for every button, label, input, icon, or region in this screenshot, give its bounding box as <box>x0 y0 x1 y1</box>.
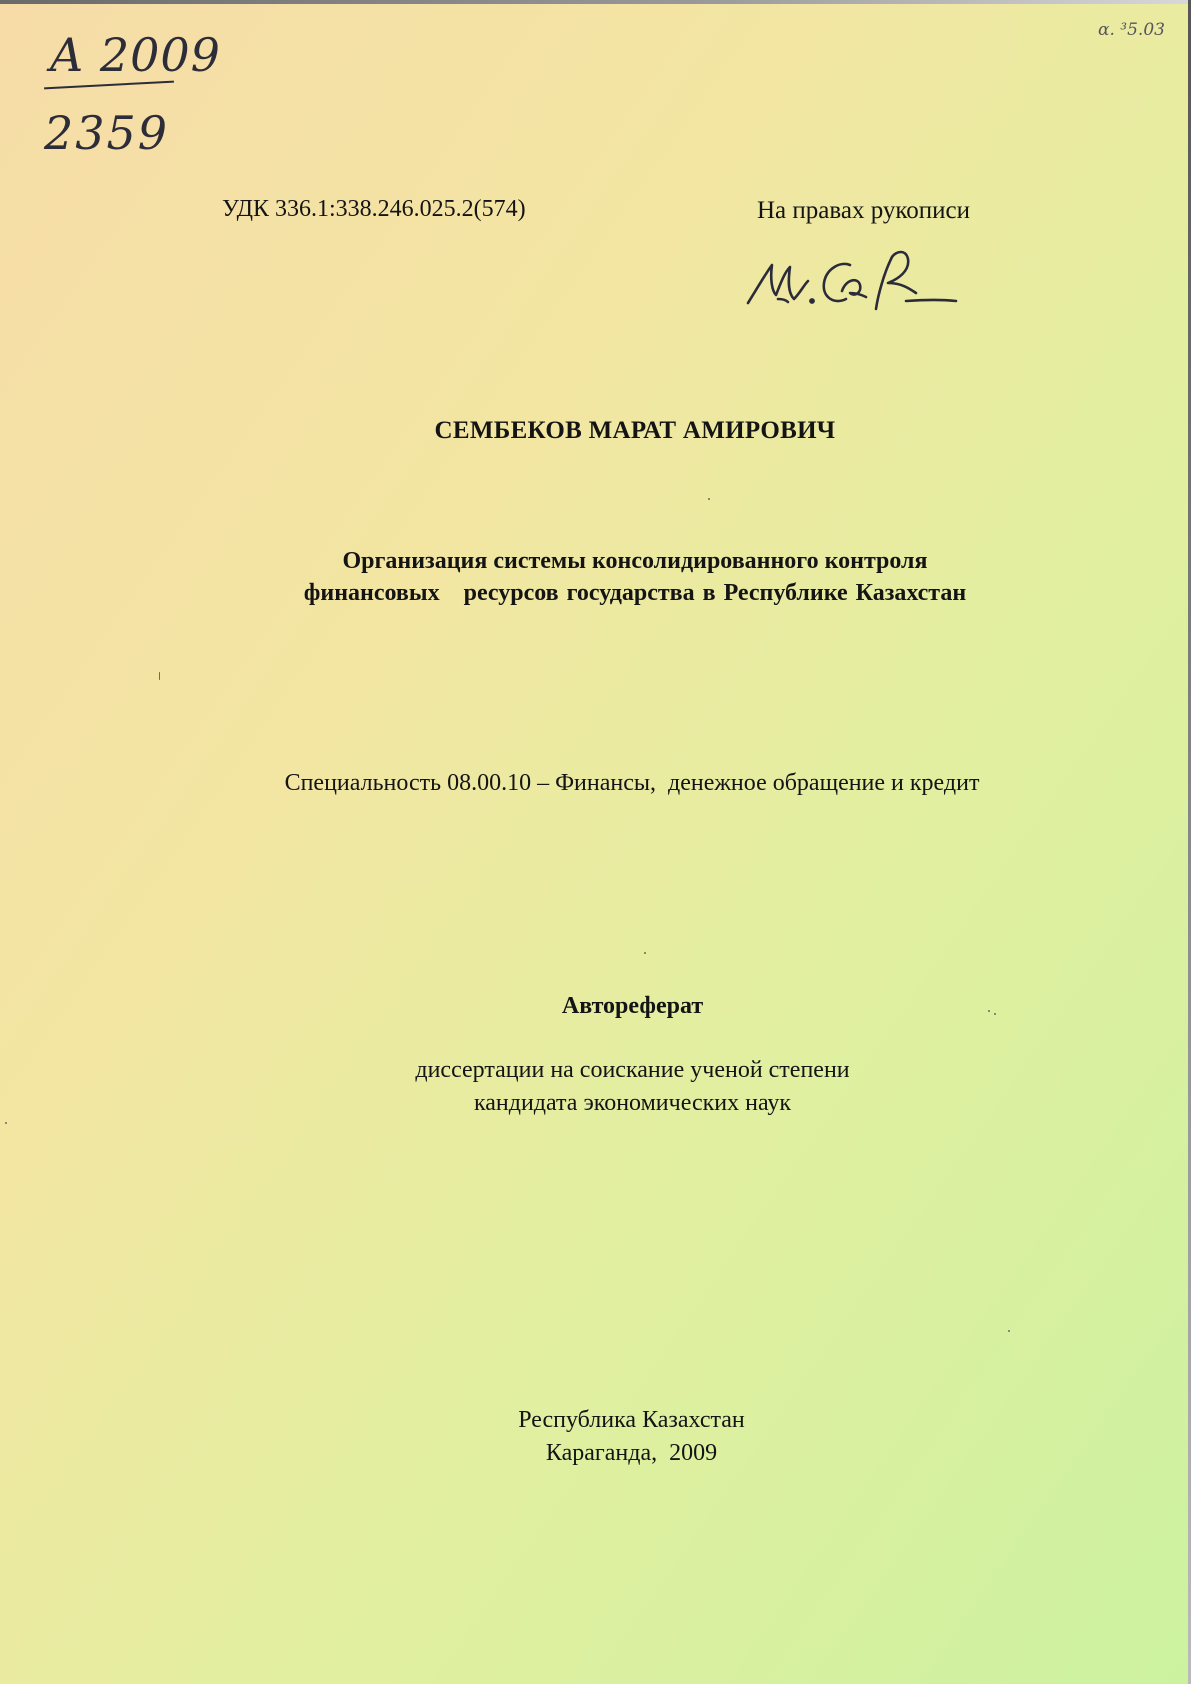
scan-speck <box>159 672 160 680</box>
scan-speck <box>988 1010 990 1012</box>
imprint-city-year: Караганда, 2009 <box>545 1440 718 1466</box>
imprint-place: Республика Казахстан <box>518 1407 745 1433</box>
corner-note: α. ³5.03 <box>1098 20 1165 40</box>
thesis-title-line-2: финансовых ресурсов государства в Республике Казахстан <box>303 580 967 606</box>
scan-speck <box>5 1122 7 1124</box>
scan-speck <box>708 498 710 500</box>
manuscript-rights: На правах рукописи <box>757 197 970 224</box>
degree-description-line-2: кандидата экономических наук <box>473 1090 792 1116</box>
archive-code: A 2009 <box>50 28 221 82</box>
scan-speck <box>994 1013 996 1015</box>
degree-description-line-1: диссертации на соискание ученой степени <box>415 1057 850 1083</box>
udc-code: УДК 336.1:338.246.025.2(574) <box>222 196 526 222</box>
archive-number: 2359 <box>44 106 170 160</box>
scan-edge-top <box>0 0 1191 4</box>
document-type: Автореферат <box>561 993 704 1019</box>
scan-speck <box>644 952 646 954</box>
scan-speck <box>1008 1330 1010 1332</box>
author-name: СЕМБЕКОВ МАРАТ АМИРОВИЧ <box>434 417 836 444</box>
author-signature <box>742 243 960 321</box>
specialty-line: Специальность 08.00.10 – Финансы, денежное обращение и кредит <box>284 770 980 796</box>
thesis-title-line-1: Организация системы консолидированного контроля <box>342 548 928 574</box>
